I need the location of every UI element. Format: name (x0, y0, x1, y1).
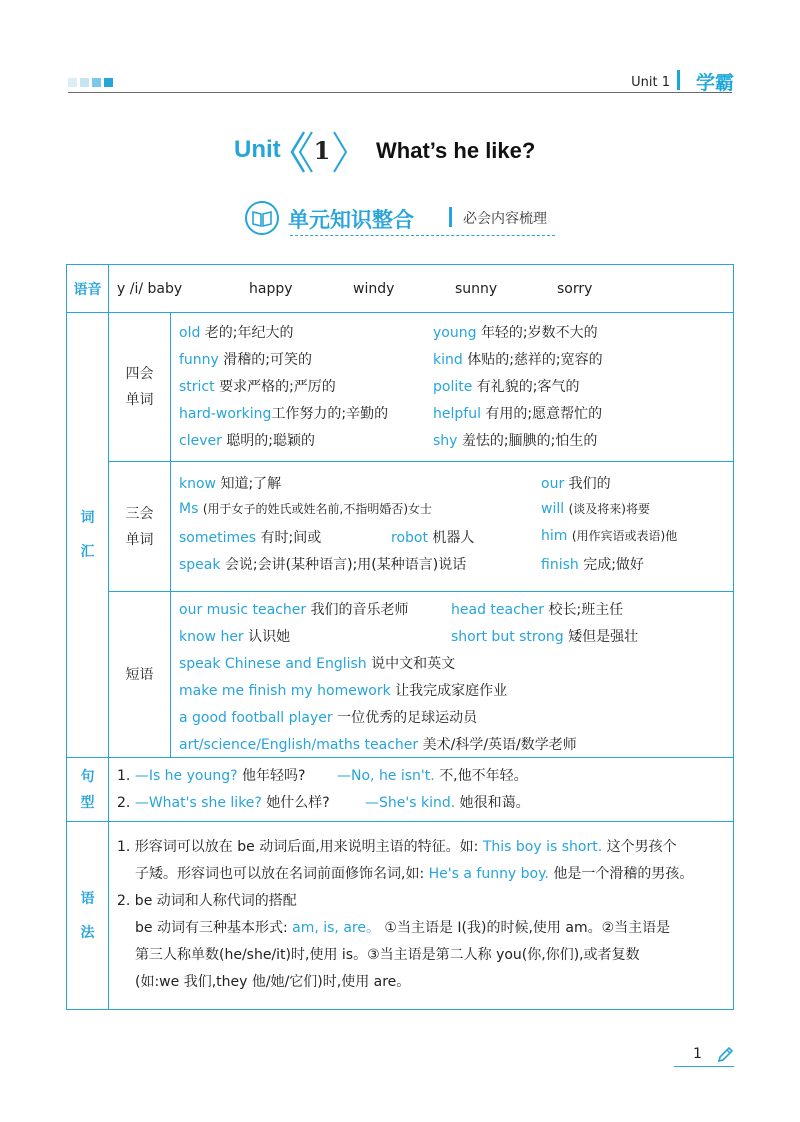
word-cn: 完成;做好 (583, 557, 644, 573)
sentences-head (67, 758, 109, 821)
word-cn: 会说;会讲(某种语言);用(某种语言)说话 (224, 557, 467, 573)
four-skill-words (109, 313, 733, 461)
word-en: old (179, 325, 201, 341)
phrase-cn: 我们的音乐老师 (310, 602, 409, 618)
phrase-entry (179, 707, 477, 727)
word-en: clever (179, 433, 222, 449)
grammar-text: 1. 形容词可以放在 (117, 839, 233, 855)
grammar-point-2-title (117, 888, 725, 915)
word-en: our (541, 476, 565, 492)
pencil-icon (716, 1046, 734, 1064)
grammar-point-2-line-1 (117, 915, 725, 942)
vocab-head-char-2: 汇 (80, 544, 95, 560)
grammar-text: 动词和人称代词的搭配 (156, 893, 297, 909)
grammar-point-1-line-1 (117, 834, 725, 861)
vocab-head-char-1: 词 (80, 510, 95, 526)
section-subtitle: 必会内容梳理 (463, 211, 547, 227)
sentences-head-char-2: 型 (80, 794, 95, 811)
pron-item-5: sorry (557, 280, 593, 297)
section-title: 单元知识整合 (288, 208, 414, 232)
unit-number-badge (290, 130, 354, 174)
pronunciation-head: 语音 (67, 265, 109, 312)
header-unit-label: Unit 1 (631, 75, 670, 90)
section-dashed-underline (290, 235, 555, 236)
grammar-text: be (237, 839, 255, 855)
decorative-squares (68, 78, 113, 87)
square-4 (104, 78, 113, 87)
book-icon (244, 200, 280, 236)
word-entry (179, 430, 315, 450)
word-en: know (179, 476, 216, 492)
word-en: speak (179, 557, 221, 573)
phrase-entry (451, 626, 638, 646)
phrase-en: art/science/English/maths teacher (179, 737, 419, 753)
word-cn: 有用的;愿意帮忙的 (485, 406, 603, 422)
word-en: finish (541, 557, 579, 573)
word-cn: 我们的 (568, 476, 611, 492)
phrase-en: know her (179, 629, 244, 645)
word-en: him (541, 528, 568, 544)
four-skill-list (171, 313, 733, 461)
word-entry (433, 322, 598, 342)
word-entry (433, 349, 603, 369)
word-entry (433, 376, 580, 396)
page-number: 1 (693, 1046, 702, 1062)
word-entry (179, 500, 432, 517)
word-entry (179, 322, 294, 342)
question-cn: 他年轻吗? (242, 768, 306, 784)
grammar-text: 这个男孩个 (606, 839, 677, 855)
phrase-entry (179, 680, 507, 700)
page-number-underline (674, 1066, 734, 1067)
grammar-head-char-1: 语 (80, 890, 95, 907)
square-3 (92, 78, 101, 87)
word-cn: 有礼貌的;客气的 (476, 379, 580, 395)
phrase-en: head teacher (451, 602, 545, 618)
unit-title-text: What’s he like? (376, 138, 536, 163)
grammar-text: 动词后面,用来说明主语的特征。如: (259, 839, 479, 855)
pron-item-3: windy (353, 280, 395, 297)
pronunciation-content (109, 265, 733, 312)
grammar-head (67, 822, 109, 1009)
word-entry (179, 376, 336, 396)
unit-word: Unit (234, 136, 281, 163)
pronunciation-row (67, 265, 733, 312)
question-en: —Is he young? (134, 768, 238, 784)
word-cn: 工作努力的;辛勤的 (271, 406, 389, 422)
brand-divider (677, 70, 680, 90)
answer-cn: 她很和蔼。 (459, 795, 530, 811)
word-entry (391, 527, 474, 547)
word-cn: 有时;间或 (260, 530, 322, 546)
grammar-row (67, 821, 733, 1009)
grammar-text: ①当主语是 I(我)的时候,使用 am。②当主语是 (384, 920, 671, 936)
phrase-entry (179, 734, 577, 754)
grammar-point-1-line-2 (117, 861, 725, 888)
square-2 (80, 78, 89, 87)
word-en: will (541, 501, 565, 517)
header-rule (68, 92, 732, 93)
word-cn: 年轻的;岁数不大的 (480, 325, 598, 341)
unit-title (0, 130, 800, 174)
phrase-en: make me finish my homework (179, 683, 391, 699)
word-entry (541, 554, 644, 574)
vocabulary-content (109, 313, 733, 757)
three-skill-list (171, 462, 733, 591)
phrase-cn: 矮但是强壮 (568, 629, 639, 645)
grammar-text: 子矮。形容词也可以放在名词前面修饰名词,如: (135, 866, 425, 882)
phrases (109, 591, 733, 757)
word-en: Ms (179, 501, 199, 517)
question-en: —What's she like? (134, 795, 262, 811)
three-head-line-1: 三会 (125, 505, 154, 522)
page-header (0, 70, 800, 100)
three-skill-words (109, 461, 733, 591)
knowledge-table (66, 264, 734, 1010)
word-en: sometimes (179, 530, 257, 546)
word-en: shy (433, 433, 458, 449)
word-en: kind (433, 352, 463, 368)
word-cn: 羞怯的;腼腆的;怕生的 (461, 433, 598, 449)
word-cn: (用作宾语或表语)他 (571, 529, 678, 543)
phrase-entry (179, 626, 290, 646)
four-head-line-2: 单词 (125, 392, 154, 408)
word-entry (179, 527, 321, 547)
answer-en: —No, he isn't. (337, 768, 435, 784)
phrase-en: a good football player (179, 710, 333, 726)
answer-cn: 不,他不年轻。 (439, 768, 528, 784)
brand-logo: 学霸 (695, 72, 734, 94)
section-divider (449, 207, 452, 227)
word-cn: 知道;了解 (220, 476, 282, 492)
word-entry (179, 403, 388, 423)
sentence-num: 2. (117, 795, 131, 811)
word-en: funny (179, 352, 219, 368)
answer-line (337, 765, 528, 785)
phrase-cn: 认识她 (248, 629, 291, 645)
grammar-example: He's a funny boy. (428, 866, 549, 882)
four-head-line-1: 四会 (125, 366, 154, 382)
grammar-text: 他是一个滑稽的男孩。 (553, 866, 694, 882)
phrase-entry (179, 653, 455, 673)
word-en: young (433, 325, 477, 341)
phrase-entry (179, 599, 409, 619)
three-head-line-2: 单词 (125, 531, 154, 548)
vocabulary-head (67, 313, 109, 757)
word-entry (541, 527, 677, 544)
word-entry (541, 500, 650, 517)
word-cn: 聪明的;聪颖的 (226, 433, 316, 449)
word-cn: 滑稽的;可笑的 (223, 352, 313, 368)
word-cn: 体贴的;慈祥的;宽容的 (467, 352, 603, 368)
three-skill-head (109, 462, 171, 591)
word-cn: (用于女子的姓氏或姓名前,不指明婚否)女士 (202, 502, 433, 516)
grammar-example: am, is, are。 (292, 920, 380, 936)
sentence-line (117, 792, 330, 812)
grammar-point-2-line-3: (如:we 我们,they 他/她/它们)时,使用 are。 (135, 974, 411, 990)
word-en: polite (433, 379, 473, 395)
word-entry (179, 554, 466, 574)
sentence-patterns-row (67, 757, 733, 821)
phrase-en: speak Chinese and English (179, 656, 367, 672)
square-1 (68, 78, 77, 87)
sentences-content (109, 758, 733, 821)
grammar-head-char-2: 法 (80, 924, 95, 941)
phrase-cn: 美术/科学/英语/数学老师 (422, 737, 577, 753)
grammar-example: This boy is short. (482, 839, 603, 855)
phrase-en: our music teacher (179, 602, 307, 618)
sentences-head-char-1: 句 (80, 768, 95, 785)
phrase-cn: 说中文和英文 (371, 656, 456, 672)
answer-line (365, 792, 530, 812)
word-cn: 老的;年纪大的 (204, 325, 294, 341)
phrase-entry (451, 599, 623, 619)
unit-number: 1 (313, 136, 331, 165)
vocabulary-row (67, 312, 733, 757)
word-en: hard-working (179, 406, 272, 422)
phrase-cn: 让我完成家庭作业 (395, 683, 508, 699)
question-cn: 她什么样? (266, 795, 330, 811)
four-skill-head (109, 313, 171, 461)
word-cn: 要求严格的;严厉的 (219, 379, 336, 395)
word-cn: 机器人 (432, 530, 475, 546)
phrase-en: short but strong (451, 629, 564, 645)
phrase-cn: 一位优秀的足球运动员 (337, 710, 478, 726)
pron-item-1: y /i/ baby (117, 280, 183, 297)
word-cn: (谈及将来)将要 (568, 502, 650, 516)
word-en: helpful (433, 406, 481, 422)
phrases-head-label: 短语 (125, 666, 154, 683)
word-entry (179, 473, 281, 493)
phrases-head (109, 592, 171, 757)
section-heading (0, 198, 800, 246)
phrases-list (171, 592, 733, 757)
word-entry (433, 430, 597, 450)
grammar-content (109, 822, 733, 1009)
sentence-num: 1. (117, 768, 131, 784)
word-entry (179, 349, 312, 369)
pron-item-4: sunny (455, 280, 498, 297)
pron-item-2: happy (249, 280, 293, 297)
word-en: robot (391, 530, 428, 546)
answer-en: —She's kind. (365, 795, 456, 811)
phrase-cn: 校长;班主任 (548, 602, 624, 618)
grammar-text: be 动词有三种基本形式: (135, 920, 288, 936)
word-entry (541, 473, 611, 493)
sentence-line (117, 765, 305, 785)
word-en: strict (179, 379, 215, 395)
grammar-point-2-line-2: 第三人称单数(he/she/it)时,使用 is。③当主语是第二人称 you(你,你们),或者复数 (135, 947, 640, 963)
grammar-text: 2. be (117, 893, 153, 909)
word-entry (433, 403, 602, 423)
